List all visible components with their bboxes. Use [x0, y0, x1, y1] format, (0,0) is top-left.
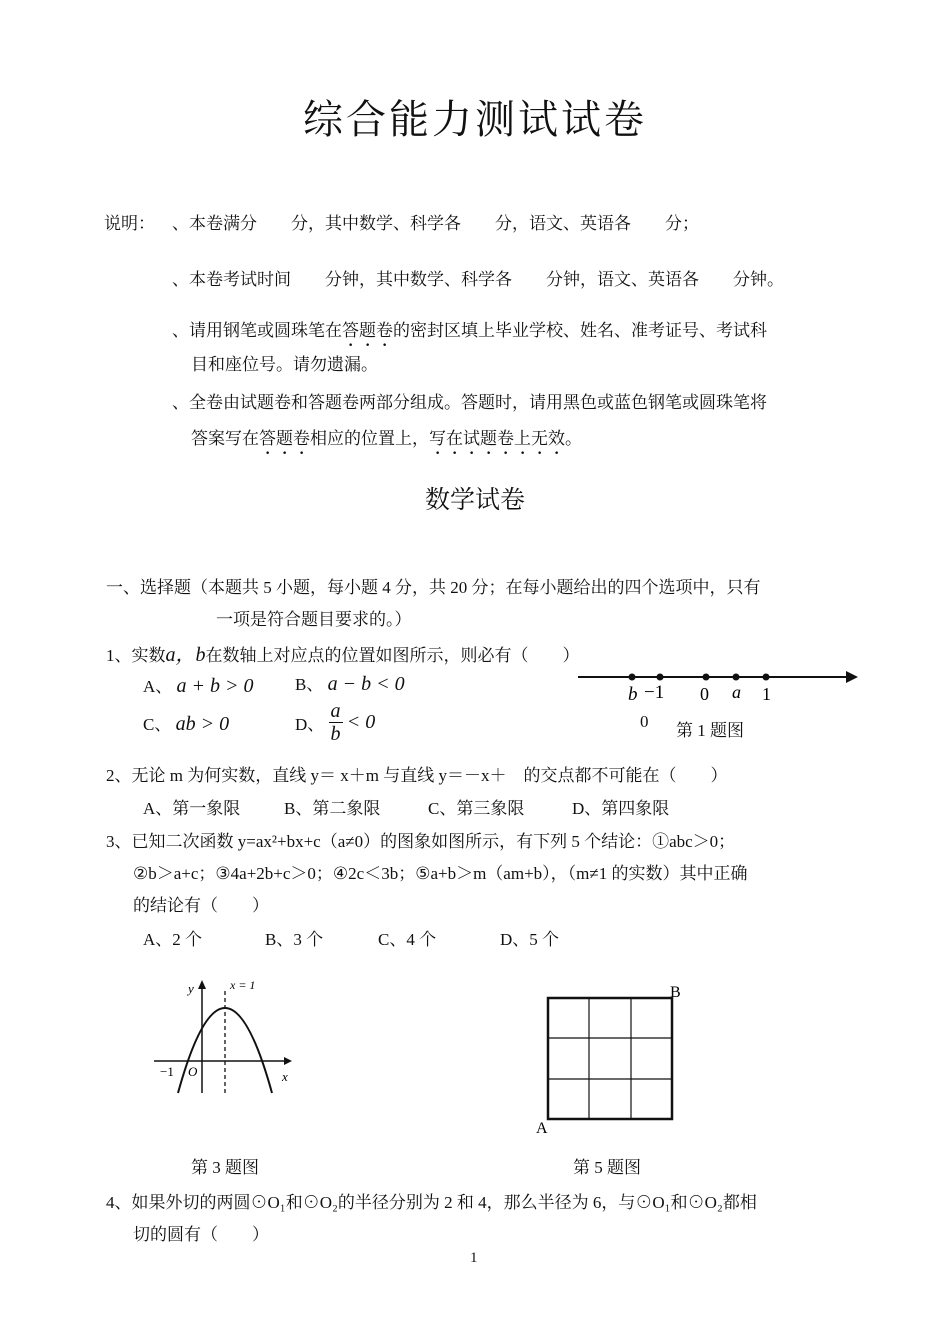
q1-option-b: B、 a − b < 0 — [295, 673, 405, 695]
graph-origin-label: O — [188, 1064, 198, 1079]
graph-y-label: y — [188, 981, 194, 996]
number-line-arrow — [846, 671, 858, 683]
question-2-stem: 2、无论 m 为何实数，直线 y＝ x＋m 与直线 y＝－x＋ 的交点都不可能在（ ） — [106, 766, 728, 785]
graph-x-eq-label: x = 1 — [230, 978, 256, 992]
figure-3-caption: 第 3 题图 — [191, 1158, 259, 1177]
q1-option-d: D、 $\frac{a}{b}$ < 0 — [295, 700, 376, 745]
question-4-stem: 4、如果外切的两圆⊙O₁和⊙O₂的半径分别为 2 和 4，那么半径为 6，与⊙O₁和⊙O₂都相 — [106, 1193, 757, 1212]
question-3-stem-cont: ②b＞a+c；③4a+2b+c＞0；④2c＜3b；⑤a+b＞m（am+b），（m≠1 的实数）其中正确 — [133, 864, 748, 883]
point-a — [733, 674, 740, 681]
instruction-2: 、本卷考试时间 分钟，其中数学、科学各 分钟，语文、英语各 分钟。 — [172, 270, 784, 290]
point-one — [763, 674, 770, 681]
stray-zero: 0 — [640, 712, 649, 731]
figure-1-caption: 第 1 题图 — [676, 721, 744, 740]
section-1-heading: 一、选择题（本题共 5 小题，每小题 4 分，共 20 分；在每小题给出的四个选项中，只有 — [106, 578, 761, 597]
number-line-figure — [570, 660, 870, 710]
graph-x-label: x — [282, 1069, 288, 1084]
figure-5-caption: 第 5 题图 — [573, 1158, 641, 1177]
grid-label-a: A — [536, 1120, 548, 1137]
point-b — [629, 674, 636, 681]
label-minus-one: −1 — [644, 682, 665, 703]
question-3-stem: 3、已知二次函数 y=ax²+bx+c（a≠0）的图象如图所示，有下列 5 个结论：①abc＞0； — [106, 832, 736, 851]
section-1-heading-cont: 一项是符合题目要求的。） — [216, 610, 412, 629]
q2-option-d: D、第四象限 — [572, 799, 670, 818]
page-title: 综合能力测试试卷 — [303, 97, 647, 143]
instruction-3: 、请用钢笔或圆珠笔在答题卷的密封区填上毕业学校、姓名、准考证号、考试科 — [172, 321, 767, 341]
section-title: 数学试卷 — [424, 485, 525, 514]
q3-option-a: A、2 个 — [143, 930, 203, 949]
q1-option-c: C、 ab > 0 — [143, 713, 230, 735]
q2-option-c: C、第三象限 — [428, 799, 525, 818]
question-4-stem-cont: 切的圆有（ ） — [133, 1225, 269, 1244]
q2-option-a: A、第一象限 — [143, 799, 241, 818]
label-a: a — [732, 682, 741, 702]
label-b: b — [628, 684, 638, 705]
q3-option-b: B、3 个 — [265, 930, 324, 949]
label-one: 1 — [762, 684, 771, 704]
q1-option-a: A、 a + b > 0 — [143, 675, 254, 697]
instruction-1: 、本卷满分 分，其中数学、科学各 分，语文、英语各 分； — [172, 214, 699, 234]
question-3-stem-end: 的结论有（ ） — [133, 896, 269, 915]
instruction-3-cont: 目和座位号。请勿遗漏。 — [191, 355, 378, 375]
grid-label-b: B — [670, 984, 681, 1001]
parabola-figure — [150, 975, 300, 1095]
graph-y-arrow — [198, 980, 206, 989]
point-minus-one — [657, 674, 664, 681]
q2-option-b: B、第二象限 — [284, 799, 381, 818]
graph-minus-one-label: −1 — [160, 1064, 174, 1079]
q3-option-d: D、5 个 — [500, 930, 560, 949]
graph-x-arrow — [284, 1057, 292, 1065]
instruction-4: 、全卷由试题卷和答题卷两部分组成。答题时，请用黑色或蓝色钢笔或圆珠笔将 — [172, 393, 767, 413]
grid-figure — [530, 980, 700, 1140]
page-number: 1 — [470, 1250, 478, 1266]
instructions-label: 说明： — [104, 214, 155, 234]
q3-option-c: C、4 个 — [378, 930, 437, 949]
instruction-4-cont: 答案写在答题卷相应的位置上，写在试题卷上无效。 — [191, 429, 582, 449]
grid-border — [548, 998, 672, 1119]
question-1-stem: 1、实数a，b在数轴上对应点的位置如图所示，则必有（ ） — [106, 644, 580, 666]
label-zero: 0 — [700, 684, 709, 704]
point-zero — [703, 674, 710, 681]
